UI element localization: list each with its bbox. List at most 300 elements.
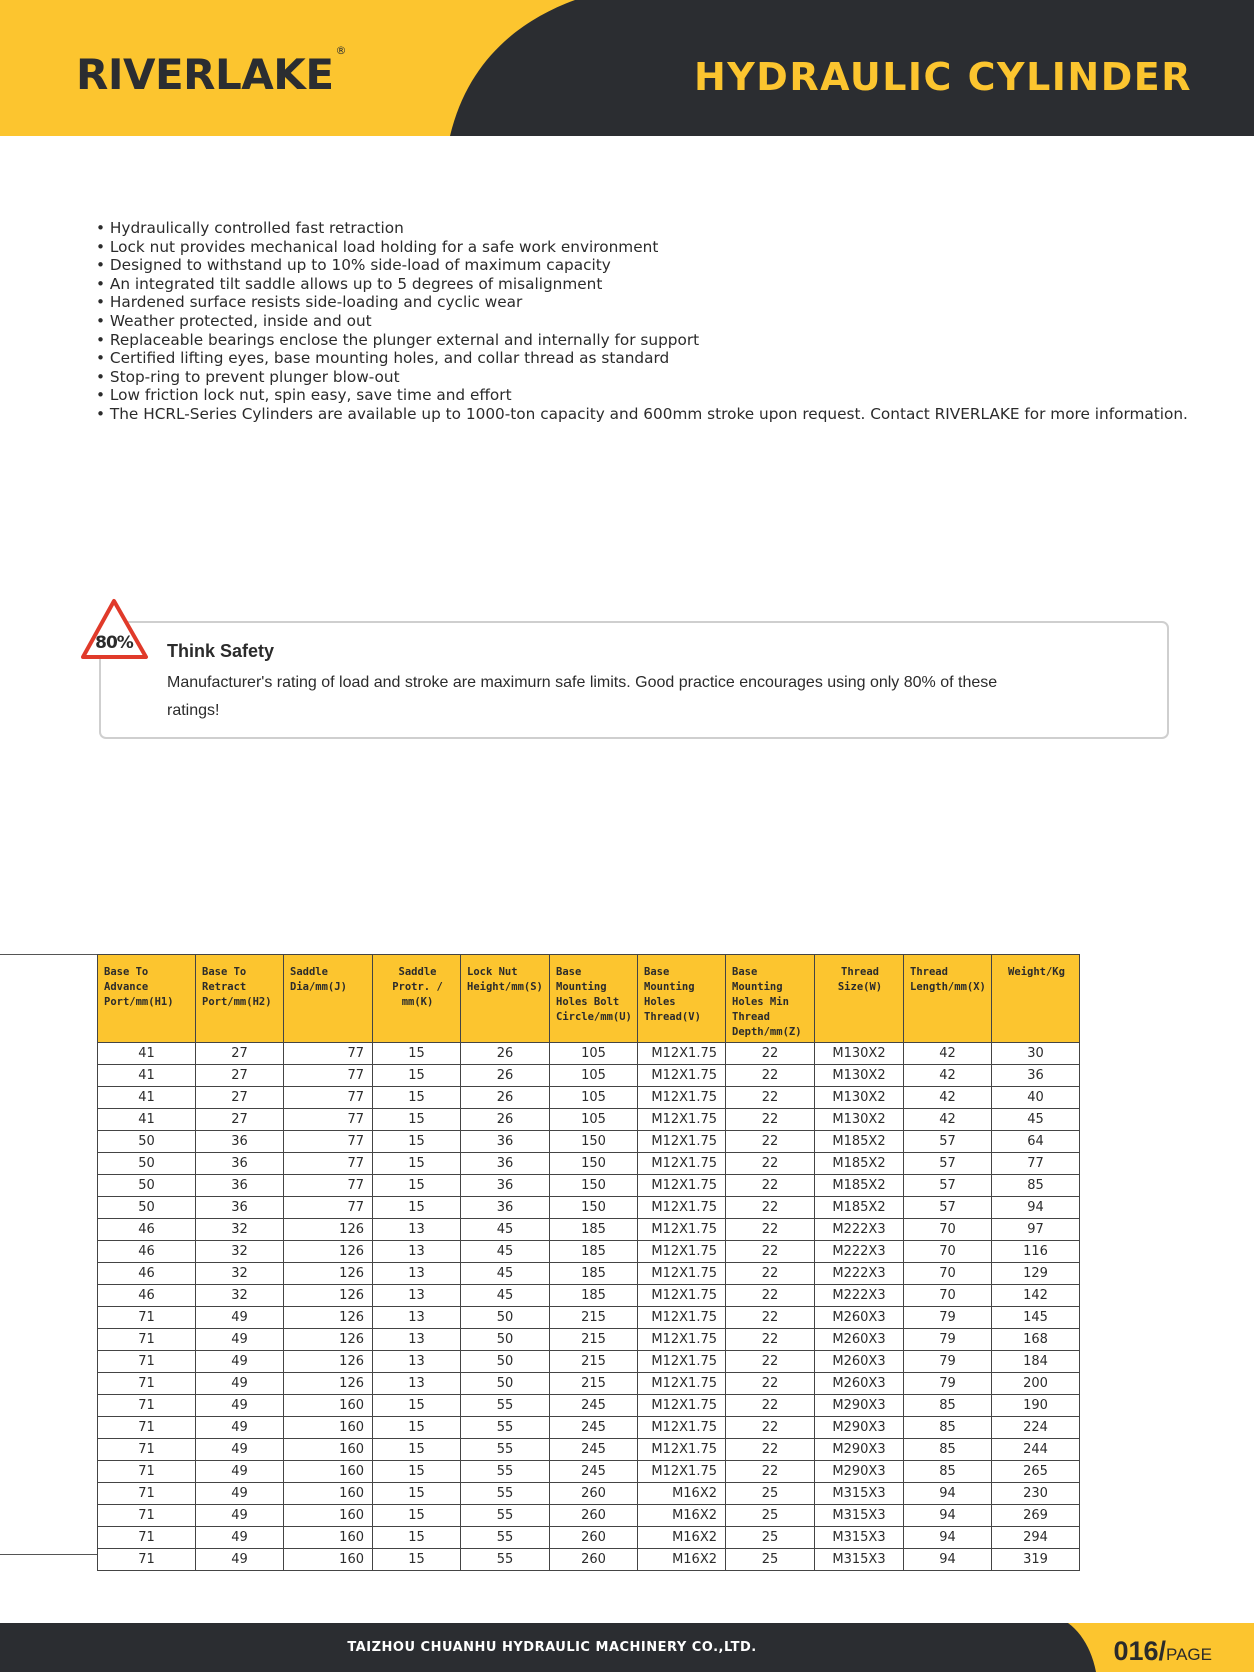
- feature-list: [96, 219, 1196, 424]
- table-cell: 25: [726, 1483, 815, 1505]
- table-cell: 150: [550, 1131, 638, 1153]
- table-cell: M222X3: [815, 1219, 904, 1241]
- table-cell: 13: [373, 1373, 461, 1395]
- table-cell: M16X2: [638, 1483, 726, 1505]
- table-cell: 22: [726, 1175, 815, 1197]
- table-cell: 215: [550, 1373, 638, 1395]
- safety-title: Think Safety: [167, 641, 275, 661]
- table-cell: M12X1.75: [638, 1241, 726, 1263]
- table-cell: M222X3: [815, 1263, 904, 1285]
- table-cell: 15: [373, 1505, 461, 1527]
- table-cell: 50: [98, 1175, 196, 1197]
- table-cell: 22: [726, 1131, 815, 1153]
- table-cell: 85: [904, 1417, 992, 1439]
- table-cell: 142: [992, 1285, 1080, 1307]
- table-cell: M12X1.75: [638, 1065, 726, 1087]
- table-cell: 160: [284, 1527, 373, 1549]
- table-cell: 36: [196, 1175, 284, 1197]
- table-cell: 70: [904, 1285, 992, 1307]
- column-header: Lock Nut Height/mm(S): [461, 955, 550, 1043]
- brand-logo: [76, 44, 347, 99]
- table-cell: 168: [992, 1329, 1080, 1351]
- table-cell: 26: [461, 1043, 550, 1065]
- table-cell: 150: [550, 1175, 638, 1197]
- table-cell: 94: [904, 1505, 992, 1527]
- table-row: [98, 1373, 1080, 1395]
- table-cell: 105: [550, 1043, 638, 1065]
- column-header: Base To Advance Port/mm(H1): [98, 955, 196, 1043]
- table-cell: M315X3: [815, 1505, 904, 1527]
- feature-item: • Certified lifting eyes, base mounting holes, and collar thread as standard: [96, 349, 1196, 368]
- table-cell: 57: [904, 1175, 992, 1197]
- table-cell: M12X1.75: [638, 1395, 726, 1417]
- table-row: [98, 1527, 1080, 1549]
- feature-item: • Replaceable bearings enclose the plunger external and internally for support: [96, 331, 1196, 350]
- table-cell: 36: [992, 1065, 1080, 1087]
- table-cell: 40: [992, 1087, 1080, 1109]
- table-cell: 85: [992, 1175, 1080, 1197]
- feature-item: • Lock nut provides mechanical load holding for a safe work environment: [96, 238, 1196, 257]
- column-header: Base Mounting Holes Bolt Circle/mm(U): [550, 955, 638, 1043]
- table-cell: 36: [196, 1153, 284, 1175]
- table-cell: 55: [461, 1417, 550, 1439]
- table-cell: M130X2: [815, 1087, 904, 1109]
- table-cell: 50: [461, 1307, 550, 1329]
- table-cell: 71: [98, 1549, 196, 1571]
- table-cell: 22: [726, 1461, 815, 1483]
- table-cell: 22: [726, 1153, 815, 1175]
- table-cell: 26: [461, 1065, 550, 1087]
- table-body: [98, 1043, 1080, 1571]
- table-cell: M260X3: [815, 1307, 904, 1329]
- table-cell: 79: [904, 1351, 992, 1373]
- table-cell: 55: [461, 1483, 550, 1505]
- table-cell: 15: [373, 1153, 461, 1175]
- table-cell: 25: [726, 1505, 815, 1527]
- table-cell: 22: [726, 1351, 815, 1373]
- table-cell: 70: [904, 1263, 992, 1285]
- table-cell: 57: [904, 1153, 992, 1175]
- table-cell: 126: [284, 1351, 373, 1373]
- page-label: PAGE: [1166, 1645, 1212, 1664]
- table-cell: 42: [904, 1109, 992, 1131]
- table-cell: 49: [196, 1307, 284, 1329]
- table-cell: M260X3: [815, 1329, 904, 1351]
- table-cell: M290X3: [815, 1439, 904, 1461]
- table-cell: 15: [373, 1197, 461, 1219]
- table-cell: 27: [196, 1065, 284, 1087]
- table-cell: M12X1.75: [638, 1219, 726, 1241]
- table-cell: 129: [992, 1263, 1080, 1285]
- table-cell: 160: [284, 1505, 373, 1527]
- table-cell: 145: [992, 1307, 1080, 1329]
- table-cell: 22: [726, 1263, 815, 1285]
- table-cell: 25: [726, 1549, 815, 1571]
- table-cell: 245: [550, 1395, 638, 1417]
- table-cell: 41: [98, 1109, 196, 1131]
- table-cell: M315X3: [815, 1549, 904, 1571]
- table-cell: 71: [98, 1307, 196, 1329]
- table-cell: M290X3: [815, 1395, 904, 1417]
- table-cell: 79: [904, 1307, 992, 1329]
- company-name: TAIZHOU CHUANHU HYDRAULIC MACHINERY CO.,LTD.: [347, 1640, 757, 1655]
- table-cell: 36: [461, 1197, 550, 1219]
- table-cell: 15: [373, 1175, 461, 1197]
- table-cell: 71: [98, 1395, 196, 1417]
- table-cell: 13: [373, 1329, 461, 1351]
- table-row: [98, 1329, 1080, 1351]
- column-header: Base Mounting Holes Thread(V): [638, 955, 726, 1043]
- table-row: [98, 1263, 1080, 1285]
- table-cell: 22: [726, 1285, 815, 1307]
- table-cell: M260X3: [815, 1373, 904, 1395]
- table-cell: 97: [992, 1219, 1080, 1241]
- table-row: [98, 1461, 1080, 1483]
- table-cell: 32: [196, 1263, 284, 1285]
- table-cell: 71: [98, 1329, 196, 1351]
- table-cell: 25: [726, 1527, 815, 1549]
- table-cell: 15: [373, 1131, 461, 1153]
- table-cell: M16X2: [638, 1549, 726, 1571]
- table-cell: 71: [98, 1527, 196, 1549]
- page-number: [1113, 1636, 1212, 1667]
- feature-item: • Weather protected, inside and out: [96, 312, 1196, 331]
- table-cell: 15: [373, 1549, 461, 1571]
- table-cell: 22: [726, 1043, 815, 1065]
- table-cell: 36: [461, 1153, 550, 1175]
- table-cell: 77: [284, 1153, 373, 1175]
- table-cell: 41: [98, 1043, 196, 1065]
- table-cell: 49: [196, 1373, 284, 1395]
- table-cell: 185: [550, 1219, 638, 1241]
- table-row: [98, 1417, 1080, 1439]
- table-cell: 22: [726, 1241, 815, 1263]
- table-cell: 94: [904, 1527, 992, 1549]
- table-cell: 105: [550, 1109, 638, 1131]
- table-row: [98, 1219, 1080, 1241]
- table-cell: 116: [992, 1241, 1080, 1263]
- table-cell: 49: [196, 1549, 284, 1571]
- table-cell: M130X2: [815, 1109, 904, 1131]
- page-header: [0, 0, 1254, 136]
- table-cell: 190: [992, 1395, 1080, 1417]
- table-cell: M12X1.75: [638, 1087, 726, 1109]
- table-cell: 22: [726, 1307, 815, 1329]
- table-cell: M12X1.75: [638, 1043, 726, 1065]
- safety-badge: 80%: [95, 633, 133, 653]
- table-cell: 32: [196, 1219, 284, 1241]
- table-cell: 49: [196, 1483, 284, 1505]
- table-cell: 22: [726, 1219, 815, 1241]
- table-row: [98, 1065, 1080, 1087]
- table-cell: 150: [550, 1197, 638, 1219]
- table-cell: 71: [98, 1483, 196, 1505]
- table-cell: 319: [992, 1549, 1080, 1571]
- table-cell: 36: [196, 1197, 284, 1219]
- table-cell: 70: [904, 1219, 992, 1241]
- table-cell: 245: [550, 1439, 638, 1461]
- table-cell: M290X3: [815, 1461, 904, 1483]
- table-row: [98, 1241, 1080, 1263]
- table-cell: 184: [992, 1351, 1080, 1373]
- table-cell: 49: [196, 1395, 284, 1417]
- table-row: [98, 1153, 1080, 1175]
- table-row: [98, 1483, 1080, 1505]
- column-header: Saddle Protr. / mm(K): [373, 955, 461, 1043]
- feature-item: • Hardened surface resists side-loading and cyclic wear: [96, 293, 1196, 312]
- table-cell: 45: [461, 1263, 550, 1285]
- table-cell: 77: [284, 1175, 373, 1197]
- table-cell: 45: [461, 1219, 550, 1241]
- table-cell: 13: [373, 1263, 461, 1285]
- column-header: Base To Retract Port/mm(H2): [196, 955, 284, 1043]
- table-cell: 77: [284, 1197, 373, 1219]
- table-cell: 94: [904, 1549, 992, 1571]
- column-header: Thread Length/mm(X): [904, 955, 992, 1043]
- table-cell: 55: [461, 1395, 550, 1417]
- table-cell: 15: [373, 1087, 461, 1109]
- table-cell: M16X2: [638, 1505, 726, 1527]
- table-cell: 15: [373, 1043, 461, 1065]
- table-row: [98, 1087, 1080, 1109]
- table-cell: 77: [284, 1043, 373, 1065]
- table-cell: 49: [196, 1329, 284, 1351]
- table-cell: M290X3: [815, 1417, 904, 1439]
- table-row: [98, 1439, 1080, 1461]
- table-cell: M130X2: [815, 1043, 904, 1065]
- table-cell: 245: [550, 1461, 638, 1483]
- table-cell: 185: [550, 1263, 638, 1285]
- page-number-value: 016/: [1113, 1636, 1167, 1666]
- table-cell: 85: [904, 1461, 992, 1483]
- table-cell: 15: [373, 1461, 461, 1483]
- table-cell: 215: [550, 1351, 638, 1373]
- table-cell: M12X1.75: [638, 1109, 726, 1131]
- table-row: [98, 1109, 1080, 1131]
- table-cell: M185X2: [815, 1131, 904, 1153]
- column-header: Thread Size(W): [815, 955, 904, 1043]
- table-cell: M12X1.75: [638, 1373, 726, 1395]
- table-cell: M315X3: [815, 1527, 904, 1549]
- table-row: [98, 1043, 1080, 1065]
- table-row: [98, 1175, 1080, 1197]
- table-cell: 42: [904, 1087, 992, 1109]
- table-cell: 22: [726, 1373, 815, 1395]
- table-cell: 79: [904, 1373, 992, 1395]
- table-cell: 15: [373, 1483, 461, 1505]
- table-cell: 224: [992, 1417, 1080, 1439]
- table-cell: M12X1.75: [638, 1197, 726, 1219]
- table-cell: 13: [373, 1285, 461, 1307]
- column-header: Saddle Dia/mm(J): [284, 955, 373, 1043]
- table-cell: 85: [904, 1395, 992, 1417]
- table-cell: 22: [726, 1065, 815, 1087]
- table-cell: 26: [461, 1109, 550, 1131]
- table-row: [98, 1307, 1080, 1329]
- table-cell: 49: [196, 1417, 284, 1439]
- table-cell: 265: [992, 1461, 1080, 1483]
- table-cell: 13: [373, 1241, 461, 1263]
- table-row: [98, 1395, 1080, 1417]
- table-cell: 22: [726, 1087, 815, 1109]
- table-cell: 126: [284, 1285, 373, 1307]
- table-row: [98, 1351, 1080, 1373]
- table-cell: 71: [98, 1417, 196, 1439]
- table-cell: 50: [461, 1373, 550, 1395]
- table-cell: 160: [284, 1461, 373, 1483]
- table-cell: 126: [284, 1219, 373, 1241]
- table-cell: M12X1.75: [638, 1439, 726, 1461]
- table-cell: 269: [992, 1505, 1080, 1527]
- table-cell: 27: [196, 1109, 284, 1131]
- table-cell: 15: [373, 1065, 461, 1087]
- table-cell: M130X2: [815, 1065, 904, 1087]
- table-cell: 41: [98, 1087, 196, 1109]
- table-cell: 42: [904, 1065, 992, 1087]
- feature-item: • Designed to withstand up to 10% side-load of maximum capacity: [96, 256, 1196, 275]
- table-cell: 126: [284, 1329, 373, 1351]
- table-cell: 126: [284, 1241, 373, 1263]
- table-cell: M222X3: [815, 1241, 904, 1263]
- table-cell: 55: [461, 1527, 550, 1549]
- table-cell: 230: [992, 1483, 1080, 1505]
- column-header: Base Mounting Holes Min Thread Depth/mm(Z): [726, 955, 815, 1043]
- table-left-rule: [0, 954, 97, 1555]
- table-cell: M12X1.75: [638, 1153, 726, 1175]
- table-cell: 55: [461, 1461, 550, 1483]
- table-cell: 49: [196, 1505, 284, 1527]
- table-cell: 50: [98, 1197, 196, 1219]
- table-cell: 22: [726, 1197, 815, 1219]
- table-cell: 77: [992, 1153, 1080, 1175]
- table-row: [98, 1549, 1080, 1571]
- table-cell: 49: [196, 1527, 284, 1549]
- table-cell: M12X1.75: [638, 1175, 726, 1197]
- feature-item: • Stop-ring to prevent plunger blow-out: [96, 368, 1196, 387]
- spec-table: [97, 954, 1080, 1571]
- brand-name: RIVERLAKE: [76, 50, 334, 99]
- table-cell: 71: [98, 1461, 196, 1483]
- table-cell: 79: [904, 1329, 992, 1351]
- table-cell: 94: [904, 1483, 992, 1505]
- table-cell: M16X2: [638, 1527, 726, 1549]
- table-cell: 77: [284, 1131, 373, 1153]
- table-cell: 126: [284, 1373, 373, 1395]
- table-cell: 22: [726, 1109, 815, 1131]
- table-cell: 77: [284, 1087, 373, 1109]
- table-cell: 105: [550, 1087, 638, 1109]
- table-cell: 260: [550, 1505, 638, 1527]
- table-cell: 215: [550, 1329, 638, 1351]
- table-cell: 45: [992, 1109, 1080, 1131]
- table-cell: 22: [726, 1417, 815, 1439]
- table-cell: 49: [196, 1461, 284, 1483]
- table-cell: M12X1.75: [638, 1285, 726, 1307]
- table-header-row: [98, 955, 1080, 1043]
- table-cell: 49: [196, 1351, 284, 1373]
- table-cell: 32: [196, 1285, 284, 1307]
- table-cell: 42: [904, 1043, 992, 1065]
- page-title: HYDRAULIC CYLINDER: [693, 55, 1192, 99]
- table-cell: 27: [196, 1087, 284, 1109]
- table-cell: M12X1.75: [638, 1351, 726, 1373]
- table-cell: 55: [461, 1549, 550, 1571]
- table-cell: 126: [284, 1263, 373, 1285]
- table-cell: 22: [726, 1395, 815, 1417]
- table-cell: 260: [550, 1527, 638, 1549]
- table-cell: M12X1.75: [638, 1263, 726, 1285]
- table-cell: 160: [284, 1439, 373, 1461]
- column-header: Weight/Kg: [992, 955, 1080, 1043]
- table-cell: 46: [98, 1241, 196, 1263]
- table-cell: 32: [196, 1241, 284, 1263]
- table-cell: M222X3: [815, 1285, 904, 1307]
- table-cell: M185X2: [815, 1153, 904, 1175]
- table-cell: 64: [992, 1131, 1080, 1153]
- feature-item: • The HCRL-Series Cylinders are available up to 1000-ton capacity and 600mm stroke upon request. Contact RIVERLAKE for more information.: [96, 405, 1196, 424]
- table-cell: 70: [904, 1241, 992, 1263]
- table-cell: 49: [196, 1439, 284, 1461]
- table-row: [98, 1285, 1080, 1307]
- table-cell: 294: [992, 1527, 1080, 1549]
- table-cell: 45: [461, 1285, 550, 1307]
- table-cell: 260: [550, 1549, 638, 1571]
- table-cell: 244: [992, 1439, 1080, 1461]
- table-cell: 45: [461, 1241, 550, 1263]
- table-cell: 46: [98, 1285, 196, 1307]
- table-cell: 50: [98, 1131, 196, 1153]
- table-cell: 77: [284, 1065, 373, 1087]
- table-cell: 126: [284, 1307, 373, 1329]
- safety-text: Manufacturer's rating of load and stroke are maximurn safe limits. Good practice encourages using only 80% of these ratings!: [167, 674, 998, 719]
- table-cell: 36: [461, 1131, 550, 1153]
- table-cell: 200: [992, 1373, 1080, 1395]
- table-cell: 46: [98, 1219, 196, 1241]
- feature-item: • Low friction lock nut, spin easy, save time and effort: [96, 386, 1196, 405]
- table-cell: 185: [550, 1285, 638, 1307]
- table-cell: 46: [98, 1263, 196, 1285]
- table-cell: 27: [196, 1043, 284, 1065]
- table-cell: 85: [904, 1439, 992, 1461]
- table-cell: 13: [373, 1219, 461, 1241]
- table-cell: 71: [98, 1351, 196, 1373]
- table-cell: 150: [550, 1153, 638, 1175]
- table-cell: 160: [284, 1549, 373, 1571]
- table-cell: 215: [550, 1307, 638, 1329]
- table-cell: M12X1.75: [638, 1417, 726, 1439]
- table-cell: 13: [373, 1351, 461, 1373]
- feature-item: • An integrated tilt saddle allows up to 5 degrees of misalignment: [96, 275, 1196, 294]
- table-cell: 94: [992, 1197, 1080, 1219]
- feature-item: • Hydraulically controlled fast retraction: [96, 219, 1196, 238]
- table-cell: 57: [904, 1197, 992, 1219]
- registered-mark: ®: [335, 44, 347, 57]
- table-cell: 50: [461, 1351, 550, 1373]
- table-cell: 22: [726, 1329, 815, 1351]
- table-cell: 185: [550, 1241, 638, 1263]
- table-cell: 30: [992, 1043, 1080, 1065]
- table-cell: 41: [98, 1065, 196, 1087]
- table-cell: 160: [284, 1483, 373, 1505]
- table-cell: M12X1.75: [638, 1329, 726, 1351]
- table-cell: M12X1.75: [638, 1307, 726, 1329]
- table-cell: 160: [284, 1395, 373, 1417]
- table-cell: 160: [284, 1417, 373, 1439]
- table-row: [98, 1197, 1080, 1219]
- table-cell: 13: [373, 1307, 461, 1329]
- table-cell: 15: [373, 1527, 461, 1549]
- table-cell: 55: [461, 1505, 550, 1527]
